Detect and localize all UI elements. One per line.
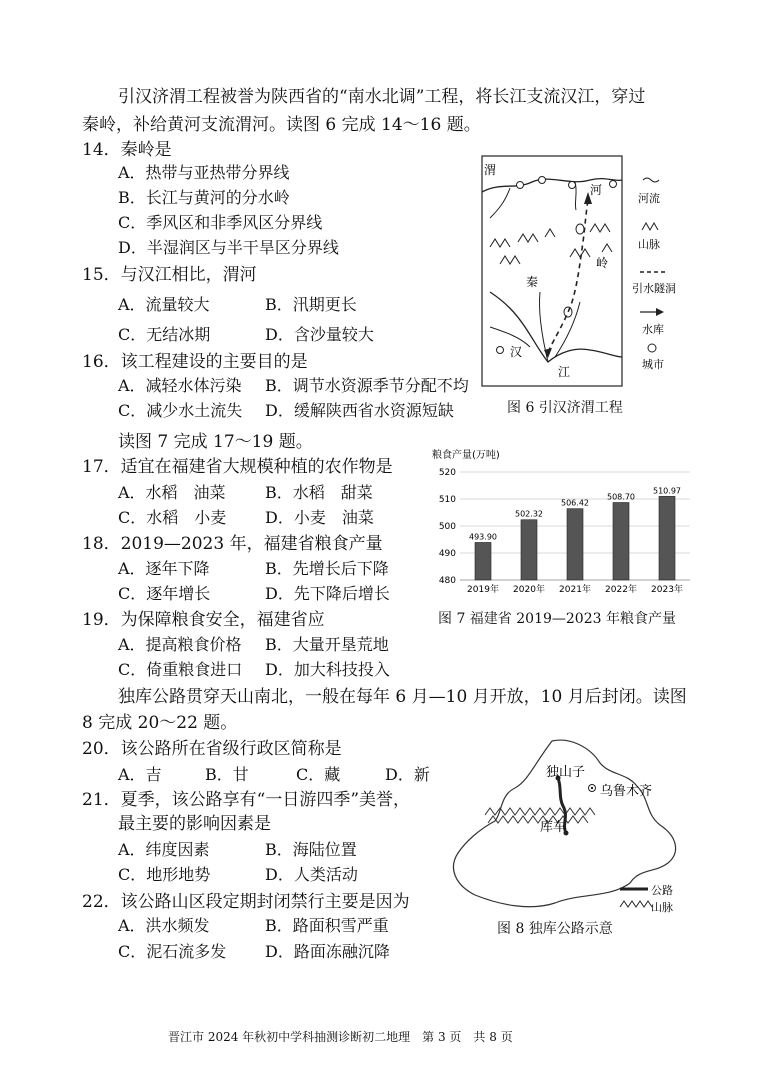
q18-option-b[interactable]: B．先增长后下降 xyxy=(265,559,389,578)
page-footer: 晋江市 2024 年秋初中学科抽测诊断初二地理 第 3 页 共 8 页 xyxy=(168,1030,513,1044)
q15-option-b[interactable]: B．汛期更长 xyxy=(265,295,357,314)
q17-option-a[interactable]: A．水稻 油菜 xyxy=(118,483,226,502)
q21-option-d[interactable]: D．人类活动 xyxy=(265,865,358,884)
intro-20-22-line1: 独库公路贯穿天山南北，一般在每年 6 月—10 月开放，10 月后封闭。读图 xyxy=(118,687,687,707)
fig6-label-wei: 渭 xyxy=(484,163,497,177)
chart-xtick-label: 2022年 xyxy=(605,585,637,595)
chart-data-label: 502.32 xyxy=(515,509,543,519)
question-14-stem: 14．秦岭是 xyxy=(82,140,172,160)
fig8-label-urumqi: 乌鲁木齐 xyxy=(600,784,653,799)
chart-bar xyxy=(567,509,583,580)
q18-option-d[interactable]: D．先下降后增长 xyxy=(265,584,390,603)
chart-data-label: 508.70 xyxy=(607,492,635,502)
river-legend-icon xyxy=(643,178,659,182)
fig6-label-ling: 岭 xyxy=(596,256,609,270)
legend-road: 公路 xyxy=(651,884,673,897)
q19-option-b[interactable]: B．大量开垦荒地 xyxy=(265,635,389,654)
mountain-legend-icon xyxy=(642,223,658,230)
chart-xtick-label: 2020年 xyxy=(513,585,545,595)
chart-xtick-label: 2021年 xyxy=(559,585,591,595)
q19-option-c[interactable]: C．倚重粮食进口 xyxy=(118,660,243,679)
figure-8-caption: 图 8 独库公路示意 xyxy=(497,921,613,937)
question-21-stem-line2: 最主要的影响因素是 xyxy=(118,814,271,834)
fig8-label-kuqa: 库车 xyxy=(540,820,567,835)
chart-xtick-label: 2019年 xyxy=(467,585,499,595)
q15-option-c[interactable]: C．无结冰期 xyxy=(118,325,211,344)
legend-reservoir: 水库 xyxy=(642,323,664,336)
fig6-label-jiang: 江 xyxy=(558,365,571,379)
chart-xtick-label: 2023年 xyxy=(651,585,683,595)
chart-bar xyxy=(521,520,537,580)
question-21-stem-line1: 21．夏季，该公路享有“一日游四季”美誉， xyxy=(82,790,411,810)
q20-option-a[interactable]: A．吉 xyxy=(118,765,162,784)
q16-option-d[interactable]: D．缓解陕西省水资源短缺 xyxy=(265,401,454,420)
fig6-label-qin: 秦 xyxy=(526,275,539,289)
legend-mountain-fig8: 山脉 xyxy=(651,901,673,914)
figure-6-map xyxy=(480,152,680,392)
q22-option-d[interactable]: D．路面冻融沉降 xyxy=(265,942,390,961)
city-legend-icon xyxy=(648,344,656,352)
question-18-stem: 18．2019—2023 年，福建省粮食产量 xyxy=(82,534,383,554)
question-15-stem: 15．与汉江相比，渭河 xyxy=(82,265,257,285)
legend-river: 河流 xyxy=(638,192,660,205)
q19-option-a[interactable]: A．提高粮食价格 xyxy=(118,635,242,654)
question-16-stem: 16．该工程建设的主要目的是 xyxy=(82,352,308,372)
intro-14-16-line2: 秦岭，补给黄河支流渭河。读图 6 完成 14～16 题。 xyxy=(82,115,481,135)
q15-option-d[interactable]: D．含沙量较大 xyxy=(265,325,374,344)
q21-option-a[interactable]: A．纬度因素 xyxy=(118,840,210,859)
intro-14-16-line1: 引汉济渭工程被誉为陕西省的“南水北调”工程，将长江支流汉江，穿过 xyxy=(118,87,646,107)
question-19-stem: 19．为保障粮食安全，福建省应 xyxy=(82,610,325,630)
chart-ytick-label: 490 xyxy=(438,549,456,559)
intro-20-22-line2: 8 完成 20～22 题。 xyxy=(82,713,238,733)
chart-data-label: 506.42 xyxy=(561,498,589,508)
fig8-label-dushanzi: 独山子 xyxy=(546,765,586,780)
chart-ytick-label: 520 xyxy=(438,468,456,478)
q14-option-c[interactable]: C．季风区和非季风区分界线 xyxy=(118,213,323,232)
q19-option-d[interactable]: D．加大科技投入 xyxy=(265,660,390,679)
q14-option-d[interactable]: D．半湿润区与半干旱区分界线 xyxy=(118,238,339,257)
q22-option-b[interactable]: B．路面积雪严重 xyxy=(265,916,389,935)
chart-ytick-label: 480 xyxy=(438,576,456,586)
q18-option-a[interactable]: A．逐年下降 xyxy=(118,559,210,578)
chart-ylabel: 粮食产量(万吨) xyxy=(432,450,500,461)
chart-data-label: 493.90 xyxy=(469,532,497,542)
q21-option-b[interactable]: B．海陆位置 xyxy=(265,840,357,859)
figure-8-map xyxy=(440,733,690,923)
legend-mountain: 山脉 xyxy=(638,238,660,251)
legend-city: 城市 xyxy=(642,358,664,371)
q22-option-c[interactable]: C．泥石流多发 xyxy=(118,942,227,961)
question-20-stem: 20．该公路所在省级行政区简称是 xyxy=(82,739,342,759)
chart-data-label: 510.97 xyxy=(653,486,681,496)
chart-bar xyxy=(613,503,629,580)
fig6-label-he: 河 xyxy=(590,183,603,197)
q20-option-c[interactable]: C．藏 xyxy=(296,765,341,784)
q15-option-a[interactable]: A．流量较大 xyxy=(118,295,210,314)
chart-ytick-label: 510 xyxy=(438,495,456,505)
figure-7-caption: 图 7 福建省 2019—2023 年粮食产量 xyxy=(438,611,676,627)
figure-6-caption: 图 6 引汉济渭工程 xyxy=(507,400,623,416)
q16-option-a[interactable]: A．减轻水体污染 xyxy=(118,376,242,395)
figure-7-chart xyxy=(428,446,698,606)
legend-tunnel: 引水隧洞 xyxy=(632,282,676,295)
q22-option-a[interactable]: A．洪水频发 xyxy=(118,916,210,935)
q16-option-b[interactable]: B．调节水资源季节分配不均 xyxy=(265,376,469,395)
intro-17-19: 读图 7 完成 17～19 题。 xyxy=(118,432,313,452)
question-22-stem: 22．该公路山区段定期封闭禁行主要是因为 xyxy=(82,892,410,912)
q16-option-c[interactable]: C．减少水土流失 xyxy=(118,401,243,420)
q17-option-b[interactable]: B．水稻 甜菜 xyxy=(265,483,373,502)
chart-bar xyxy=(659,496,675,580)
q14-option-a[interactable]: A．热带与亚热带分界线 xyxy=(118,163,290,182)
q18-option-c[interactable]: C．逐年增长 xyxy=(118,584,211,603)
q17-option-c[interactable]: C．水稻 小麦 xyxy=(118,508,227,527)
q21-option-c[interactable]: C．地形地势 xyxy=(118,865,211,884)
mountain-legend-icon-fig8 xyxy=(620,901,652,907)
q14-option-b[interactable]: B．长江与黄河的分水岭 xyxy=(118,188,290,207)
chart-bar xyxy=(475,542,491,580)
q20-option-b[interactable]: B．甘 xyxy=(205,765,249,784)
question-17-stem: 17．适宜在福建省大规模种植的农作物是 xyxy=(82,457,393,477)
q17-option-d[interactable]: D．小麦 油菜 xyxy=(265,508,374,527)
chart-ytick-label: 500 xyxy=(438,522,456,532)
q20-option-d[interactable]: D．新 xyxy=(385,765,430,784)
fig6-label-han: 汉 xyxy=(510,345,523,359)
